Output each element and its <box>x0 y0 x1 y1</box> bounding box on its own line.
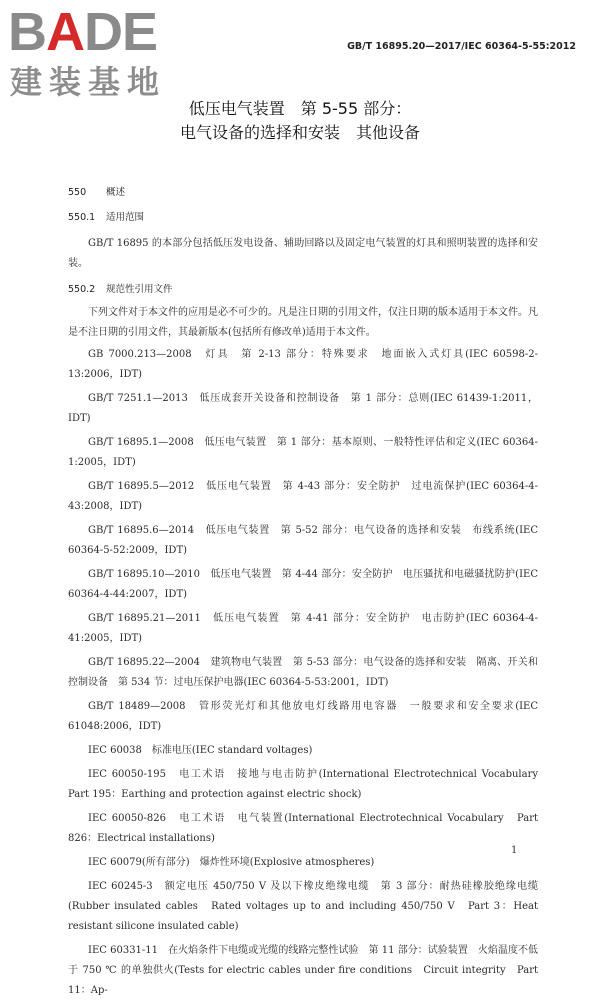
section-title: 概述 <box>106 187 126 198</box>
reference-item: IEC 60245-3 额定电压 450/750 V 及以下橡皮绝缘电缆 第 3 部分：耐热硅橡胶绝缘电缆(Rubber insulated cables Rated voltages up to and including 450/750 V Part 3：Heat resistant silicone insulated cable) <box>68 881 538 932</box>
references-intro: 下列文件对于本文件的应用是必不可少的。凡是注日期的引用文件，仅注日期的版本适用于本文件。凡是不注日期的引用文件，其最新版本(包括所有修改单)适用于本文件。 <box>68 307 538 338</box>
section-title: 规范性引用文件 <box>106 284 173 295</box>
scope-body <box>68 234 538 276</box>
reference-item: GB/T 7251.1—2013 低压成套开关设备和控制设备 第 1 部分：总则(IEC 61439-1:2011，IDT) <box>68 393 538 424</box>
reference-item: GB/T 16895.1—2008 低压电气装置 第 1 部分：基本原则、一般特性评估和定义(IEC 60364-1:2005，IDT) <box>68 437 538 468</box>
reference-item: IEC 60050-195 电工术语 接地与电击防护(International Electrotechnical Vocabulary Part 195：Earthing and protection against electric shock) <box>68 769 548 800</box>
reference-item: GB/T 16895.21—2011 低压电气装置 第 4-41 部分：安全防护 电击防护(IEC 60364-4-41:2005，IDT) <box>68 613 538 644</box>
page-number: 1 <box>511 845 518 856</box>
reference-item: GB/T 16895.22—2004 建筑物电气装置 第 5-53 部分：电气设备的选择和安装 隔离、开关和控制设备 第 534 节：过电压保护电器(IEC 60364-5-53:2001，IDT) <box>68 657 538 688</box>
section-number: 550.1 <box>68 212 96 223</box>
section-550-1-heading <box>68 209 144 223</box>
reference-item: IEC 60050-826 电工术语 电气装置(International Electrotechnical Vocabulary Part 826：Electrical installations) <box>68 813 538 844</box>
section-550-heading <box>68 184 125 198</box>
section-number: 550 <box>68 187 87 198</box>
reference-list <box>68 345 548 1001</box>
section-title: 适用范围 <box>106 212 145 223</box>
reference-item: GB/T 16895.10—2010 低压电气装置 第 4-44 部分：安全防护 电压骚扰和电磁骚扰防护(IEC 60364-4-44:2007，IDT) <box>68 569 538 600</box>
standard-code: GB/T 16895.20—2017/IEC 60364-5-55:2012 <box>347 41 576 52</box>
reference-item: IEC 60038 标准电压(IEC standard voltages) <box>88 745 313 756</box>
reference-item: GB/T 16895.5—2012 低压电气装置 第 4-43 部分：安全防护 过电流保护(IEC 60364-4-43:2008，IDT) <box>68 481 538 512</box>
document-title-line-1: 低压电气装置 第 5-55 部分： <box>188 99 412 118</box>
reference-item: GB/T 18489—2008 管形荧光灯和其他放电灯线路用电容器 一般要求和安全要求(IEC 61048:2006，IDT) <box>68 701 538 732</box>
logo-wordmark: BADE <box>8 2 158 62</box>
document-title-line-2: 电气设备的选择和安装 其他设备 <box>179 123 420 142</box>
scope-paragraph: GB/T 16895 的本部分包括低压发电设备、辅助回路以及固定电气装置的灯具和照明装置的选择和安装。 <box>68 238 538 269</box>
reference-item: IEC 60079(所有部分) 爆炸性环境(Explosive atmospheres) <box>88 857 375 868</box>
section-550-2-heading <box>68 281 173 295</box>
reference-item: GB 7000.213—2008 灯具 第 2-13 部分：特殊要求 地面嵌入式灯具(IEC 60598-2-13:2006，IDT) <box>68 349 538 380</box>
section-number: 550.2 <box>68 284 96 295</box>
logo-subtitle: 建装基地 <box>10 63 167 101</box>
reference-item: GB/T 16895.6—2014 低压电气装置 第 5-52 部分：电气设备的选择和安装 布线系统(IEC 60364-5-52:2009，IDT) <box>68 525 538 556</box>
bade-logo <box>8 2 178 102</box>
reference-item: IEC 60331-11 在火焰条件下电缆或光缆的线路完整性试验 第 11 部分：试验装置 火焰温度不低于 750 ℃ 的单独供火(Tests for electric cables under fire conditions Circuit integrity Part 11：Ap- <box>68 945 538 996</box>
